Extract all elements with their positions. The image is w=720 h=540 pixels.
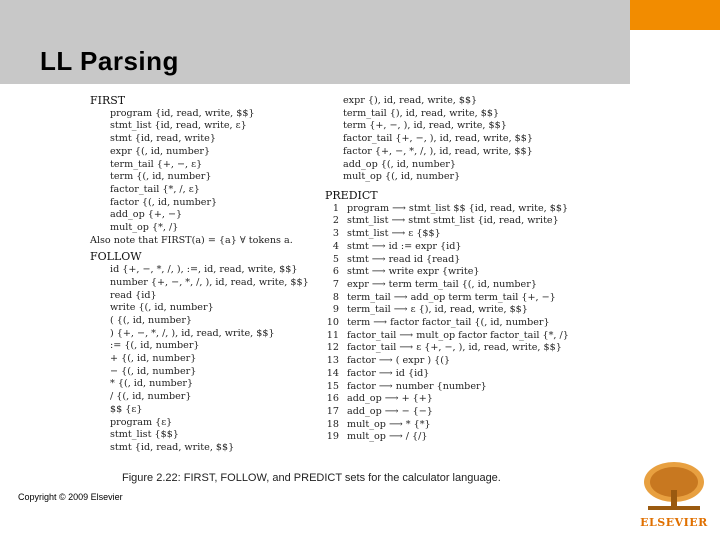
predict-rule: [325, 381, 569, 394]
follow-set-line: ( {(, id, number}: [110, 314, 193, 326]
predict-set-list: [325, 203, 569, 444]
predict-rule: [325, 241, 569, 254]
rule-text: stmt ⟶ id := expr {id}: [347, 240, 462, 252]
predict-rule: [325, 279, 569, 292]
rule-text: mult_op ⟶ / {/}: [347, 431, 428, 443]
follow-set-line: program {ε}: [110, 416, 173, 428]
follow-set-line: stmt {id, read, write, $$}: [110, 441, 235, 453]
predict-rule: [325, 254, 569, 267]
follow-predict-column: [343, 95, 533, 184]
rule-text: stmt ⟶ read id {read}: [347, 253, 461, 265]
predict-rule: [325, 203, 569, 216]
rule-number: 13: [326, 355, 339, 367]
follow-set-list: [90, 264, 309, 455]
follow-set-line: := {(, id, number}: [110, 340, 200, 352]
first-set-line: expr {(, id, number}: [110, 145, 211, 157]
predict-rule: [325, 228, 569, 241]
follow-set-line: term_tail {), id, read, write, $$}: [343, 107, 500, 119]
predict-column: [325, 190, 569, 444]
rule-text: term_tail ⟶ add_op term term_tail {+, −}: [347, 291, 556, 303]
rule-text: program ⟶ stmt_list $$ {id, read, write, $$}: [347, 202, 569, 214]
follow-set-line: id {+, −, *, /, ), :=, id, read, write, $$}: [110, 264, 298, 276]
first-set-line: factor {(, id, number}: [110, 196, 218, 208]
first-set-line: add_op {+, −}: [110, 209, 183, 221]
rule-number: 7: [332, 278, 339, 290]
predict-rule: [325, 330, 569, 343]
rule-text: stmt_list ⟶ stmt stmt_list {id, read, write}: [347, 215, 559, 227]
follow-set-line: factor_tail {+, −, ), id, read, write, $$}: [343, 133, 533, 145]
follow-set-line: write {(, id, number}: [110, 302, 214, 314]
follow-set-line: read {id}: [110, 289, 157, 301]
follow-set-line: ) {+, −, *, /, ), id, read, write, $$}: [110, 327, 275, 339]
rule-number: 5: [332, 253, 339, 265]
rule-number: 19: [326, 431, 339, 443]
rule-number: 3: [332, 228, 339, 240]
rule-number: 12: [326, 342, 339, 354]
copyright-notice: Copyright © 2009 Elsevier: [18, 492, 123, 502]
rule-number: 10: [326, 317, 339, 329]
predict-rule: [325, 393, 569, 406]
follow-set-line: add_op {(, id, number}: [343, 158, 456, 170]
rule-number: 15: [326, 380, 339, 392]
rule-text: stmt ⟶ write expr {write}: [347, 266, 480, 278]
follow-heading: FOLLOW: [90, 250, 142, 264]
predict-rule: [325, 431, 569, 444]
predict-rule: [325, 419, 569, 432]
first-set-line: Also note that FIRST(a) = {a} ∀ tokens a.: [90, 234, 293, 246]
follow-set-line: $$ {ε}: [110, 403, 143, 415]
first-set-line: factor_tail {*, /, ε}: [110, 183, 200, 195]
first-set-line: mult_op {*, /}: [110, 222, 179, 234]
predict-rule: [325, 342, 569, 355]
rule-number: 18: [326, 418, 339, 430]
first-set-line: program {id, read, write, $$}: [110, 107, 255, 119]
rule-text: add_op ⟶ − {−}: [347, 405, 433, 417]
predict-rule: [325, 406, 569, 419]
first-set-line: term {(, id, number}: [110, 171, 212, 183]
follow-set-line: factor {+, −, *, /, ), id, read, write, $$}: [343, 145, 533, 157]
first-heading: FIRST: [90, 94, 126, 107]
follow-set-line: number {+, −, *, /, ), id, read, write, $$}: [110, 276, 309, 288]
rule-number: 16: [326, 393, 339, 405]
first-set-line: stmt {id, read, write}: [110, 133, 216, 145]
first-set-line: stmt_list {id, read, write, ε}: [110, 120, 247, 132]
predict-rule: [325, 355, 569, 368]
first-follow-column: [90, 95, 309, 455]
rule-number: 6: [332, 266, 339, 278]
accent-block: [630, 0, 720, 30]
rule-text: factor_tail ⟶ ε {+, −, ), id, read, write, $$}: [347, 342, 562, 354]
follow-set-line: / {(, id, number}: [110, 391, 192, 403]
predict-rule: [325, 317, 569, 330]
follow-set-line: + {(, id, number}: [110, 353, 197, 365]
rule-text: factor_tail ⟶ mult_op factor factor_tail {*, /}: [347, 329, 569, 341]
slide-title: LL Parsing: [40, 46, 179, 76]
first-set-list: [90, 108, 309, 248]
rule-text: add_op ⟶ + {+}: [347, 393, 433, 405]
predict-rule: [325, 266, 569, 279]
follow-set-line: expr {), id, read, write, $$}: [343, 95, 478, 106]
rule-text: term_tail ⟶ ε {), id, read, write, $$}: [347, 304, 528, 316]
rule-text: mult_op ⟶ * {*}: [347, 418, 431, 430]
rule-number: 8: [332, 291, 339, 303]
rule-text: term ⟶ factor factor_tail {(, id, number}: [347, 317, 550, 329]
rule-text: expr ⟶ term term_tail {(, id, number}: [347, 278, 537, 290]
rule-text: stmt_list ⟶ ε {$$}: [347, 228, 441, 240]
predict-rule: [325, 304, 569, 317]
rule-number: 9: [332, 304, 339, 316]
follow-set-line: * {(, id, number}: [110, 378, 194, 390]
rule-number: 4: [332, 240, 339, 252]
rule-number: 17: [326, 405, 339, 417]
rule-text: factor ⟶ id {id}: [347, 367, 430, 379]
follow-set-list-continued: [343, 95, 533, 184]
predict-rule: [325, 368, 569, 381]
rule-number: 14: [326, 367, 339, 379]
figure-caption: Figure 2.22: FIRST, FOLLOW, and PREDICT sets for the calculator language.: [122, 472, 501, 484]
predict-heading: PREDICT: [325, 189, 378, 202]
rule-text: factor ⟶ ( expr ) {(}: [347, 355, 451, 367]
rule-text: factor ⟶ number {number}: [347, 380, 487, 392]
rule-number: 11: [326, 329, 339, 341]
rule-number: 2: [332, 215, 339, 227]
follow-set-line: term {+, −, ), id, read, write, $$}: [343, 120, 507, 132]
follow-set-line: mult_op {(, id, number}: [343, 171, 461, 183]
first-set-line: term_tail {+, −, ε}: [110, 158, 203, 170]
rule-number: 1: [332, 202, 339, 214]
predict-rule: [325, 292, 569, 305]
elsevier-wordmark: ELSEVIER: [640, 516, 708, 529]
follow-set-line: − {(, id, number}: [110, 365, 197, 377]
follow-set-line: stmt_list {$$}: [110, 429, 179, 441]
predict-rule: [325, 215, 569, 228]
